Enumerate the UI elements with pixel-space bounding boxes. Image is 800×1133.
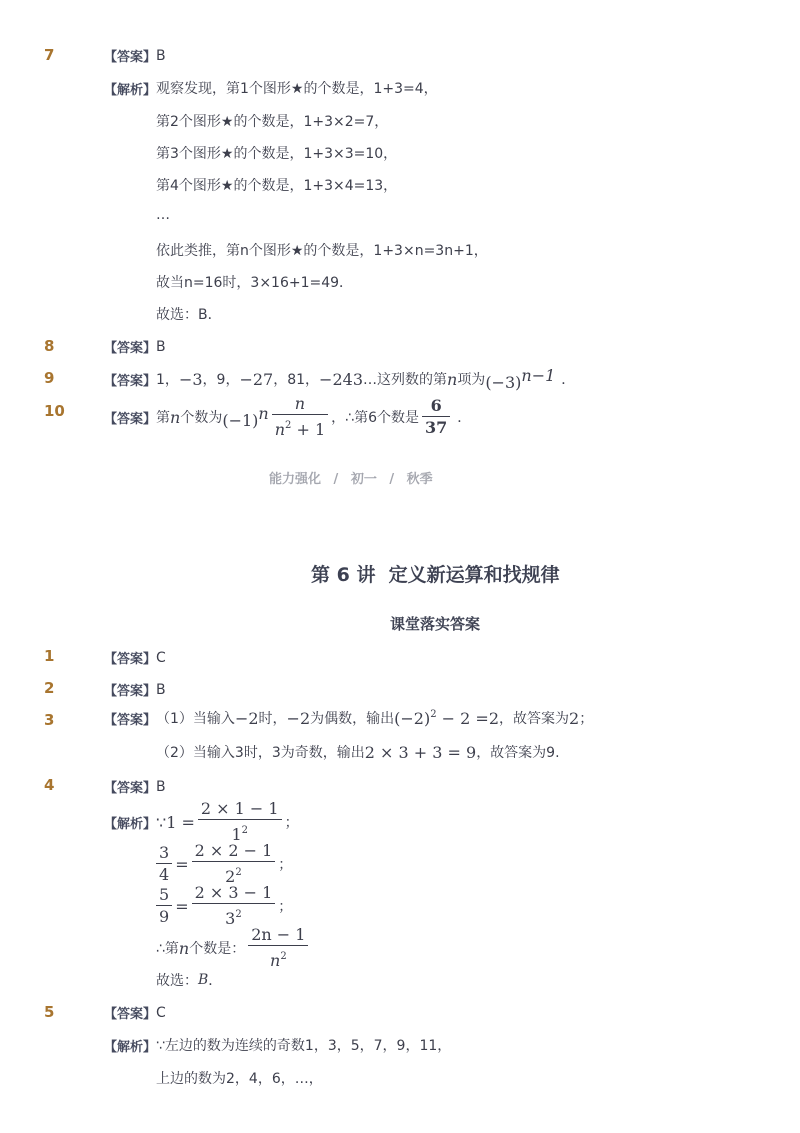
math-term: = [175,896,189,916]
answer-text: ，∴第6个数是 [331,410,419,426]
answer-value: B [156,338,166,355]
math-fraction [198,800,282,844]
math-term: −2 [286,708,311,728]
math-variable: n [447,369,458,389]
page-footer [269,468,433,487]
math-variable: B [198,972,209,988]
math-exponent: 2 [430,708,437,720]
analysis-line: 故选：B． [156,307,222,323]
answer-row [104,46,166,65]
math-fraction [248,926,308,970]
answer-row [104,1003,166,1022]
fraction-numerator: 5 [156,886,172,906]
analysis-line: 依此类推，第n个图形★的个数是，1+3×n=3n+1， [156,243,488,259]
analysis-text: ∴第 [156,941,179,957]
analysis-label: 【解析】 [104,82,157,98]
answer-value: B [156,681,166,698]
answer-row [104,337,166,356]
answer-text: 为偶数，输出 [310,711,395,727]
fraction-numerator: n [272,395,328,415]
answer-text: ． [561,372,576,388]
fraction-numerator: 2n − 1 [248,926,308,946]
analysis-text: ． [208,973,223,989]
analysis-row [104,1035,451,1055]
math-fraction [192,842,276,886]
math-exponent: n [258,404,269,423]
math-base: (−1) [222,411,259,430]
analysis-label: 【解析】 [104,1039,157,1055]
math-term: −27 [239,369,274,389]
answer-label: 【答案】 [104,652,157,667]
analysis-line: 第2个图形★的个数是，1+3×2=7， [156,114,389,130]
question-number: 3 [44,711,55,729]
math-fraction [156,844,172,884]
math-base: 1 [231,825,242,844]
fraction-numerator: 2 × 2 − 1 [192,842,276,862]
fraction-numerator: 3 [156,844,172,864]
analysis-line: 观察发现，第1个图形★的个数是，1+3=4， [156,81,438,97]
math-base: (−3) [485,373,522,392]
answer-row [104,680,166,699]
math-fraction [272,395,328,439]
lecture-title: 第 6 讲 定义新运算和找规律 [311,564,560,586]
footer-separator: / [389,472,395,487]
answer-text: ，9， [202,372,240,388]
answer-label: 【答案】 [104,373,157,389]
question-number: 9 [44,369,55,387]
math-exponent: 2 [280,951,287,962]
answer-text: （1）当输入 [156,711,235,727]
answer-value: C [156,649,166,666]
analysis-line [156,842,292,886]
fraction-denominator: 4 [159,865,170,884]
answer-label: 【答案】 [104,712,157,728]
answer-text: 个数为 [180,410,223,426]
analysis-line: 第3个图形★的个数是，1+3×3=10， [156,146,398,162]
answer-text: （2）当输入3时，3为奇数，输出 [156,745,365,761]
footer-part: 能力强化 [269,472,322,487]
analysis-line: 故当n=16时，3×16+1=49． [156,275,354,291]
analysis-line [156,884,292,928]
math-exponent: 2 [235,867,242,878]
analysis-text: 故选： [156,973,198,989]
fraction-numerator: 6 [422,397,450,417]
fraction-denominator [272,415,328,439]
math-term: −2 [234,708,259,728]
math-variable: n [170,407,181,427]
answer-text: ，故答案为 [499,711,570,727]
question-number: 8 [44,337,55,355]
analysis-line: 上边的数为2，4，6，…， [156,1071,323,1087]
answer-text: ，故答案为9. [476,745,560,761]
question-number: 7 [44,46,55,64]
answer-row [104,708,593,728]
fraction-numerator: 2 × 1 − 1 [198,800,282,820]
fraction-denominator: 37 [425,418,448,437]
math-power [222,404,268,430]
answer-label: 【答案】 [104,781,157,796]
math-exponent: 2 [235,909,242,920]
answer-value: B [156,778,166,795]
fraction-denominator: 9 [159,907,170,926]
math-base: 2 [225,867,236,886]
fraction-numerator: 2 × 3 − 1 [192,884,276,904]
fraction-denominator [248,946,308,970]
question-number: 5 [44,1003,55,1021]
analysis-label: 【解析】 [104,816,157,832]
answer-text: …这列数的第 [363,372,447,388]
math-power [485,366,555,392]
answer-label: 【答案】 [104,50,157,65]
answer-text: ，81， [273,372,320,388]
analysis-line: 第4个图形★的个数是，1+3×4=13， [156,178,398,194]
answer-row [104,366,575,392]
answer-label: 【答案】 [104,684,157,699]
analysis-text: ； [284,815,299,831]
answer-text: ； [579,711,594,727]
question-number: 1 [44,647,55,665]
analysis-line [156,970,222,990]
answer-text: 项为 [457,372,486,388]
footer-separator: / [333,472,339,487]
analysis-text: ； [278,899,293,915]
math-term: − 2 =2 [436,708,500,728]
math-term: 2 × 3 + 3 = 9 [364,742,477,762]
analysis-row [104,78,438,98]
math-term: + 1 [291,420,326,439]
math-variable: n [274,420,286,439]
math-variable: n [270,951,281,970]
answer-row [104,777,166,796]
math-fraction [422,397,450,437]
math-power [394,709,436,728]
answer-text: ． [457,410,472,426]
question-number: 10 [44,402,65,420]
answer-value: C [156,1004,166,1021]
question-number: 2 [44,679,55,697]
math-term: = [175,854,189,874]
math-exponent: 2 [241,825,248,836]
math-base: (−2) [394,708,431,728]
math-term: ∵1 = [156,812,195,832]
math-exponent: n−1 [521,366,556,385]
answer-text: 第 [156,410,171,426]
footer-part: 秋季 [406,472,433,487]
math-exponent: 2 [285,420,292,431]
answer-label: 【答案】 [104,341,157,356]
math-fraction [192,884,276,928]
math-term: −3 [178,369,203,389]
answer-row [104,648,166,667]
analysis-row [104,800,299,844]
math-variable: n [178,938,190,958]
answer-value: B [156,47,166,64]
math-base: 3 [225,909,236,928]
math-term: −243 [319,369,363,389]
answer-text: 1， [156,372,179,388]
analysis-line: … [156,207,170,223]
answer-line [156,742,560,762]
answer-text: 时， [258,711,287,727]
section-title: 课堂落实答案 [390,615,481,633]
analysis-line: ∵左边的数为连续的奇数1，3，5，7，9，11， [156,1038,452,1054]
answer-label: 【答案】 [104,1007,157,1022]
question-number: 4 [44,776,55,794]
answer-row [104,395,471,439]
analysis-text: ； [278,857,293,873]
answer-label: 【答案】 [104,411,157,427]
footer-part: 初一 [350,472,377,487]
analysis-text: 个数是： [189,941,246,957]
math-term: 2 [569,708,580,728]
math-fraction [156,886,172,926]
analysis-line [156,926,311,970]
